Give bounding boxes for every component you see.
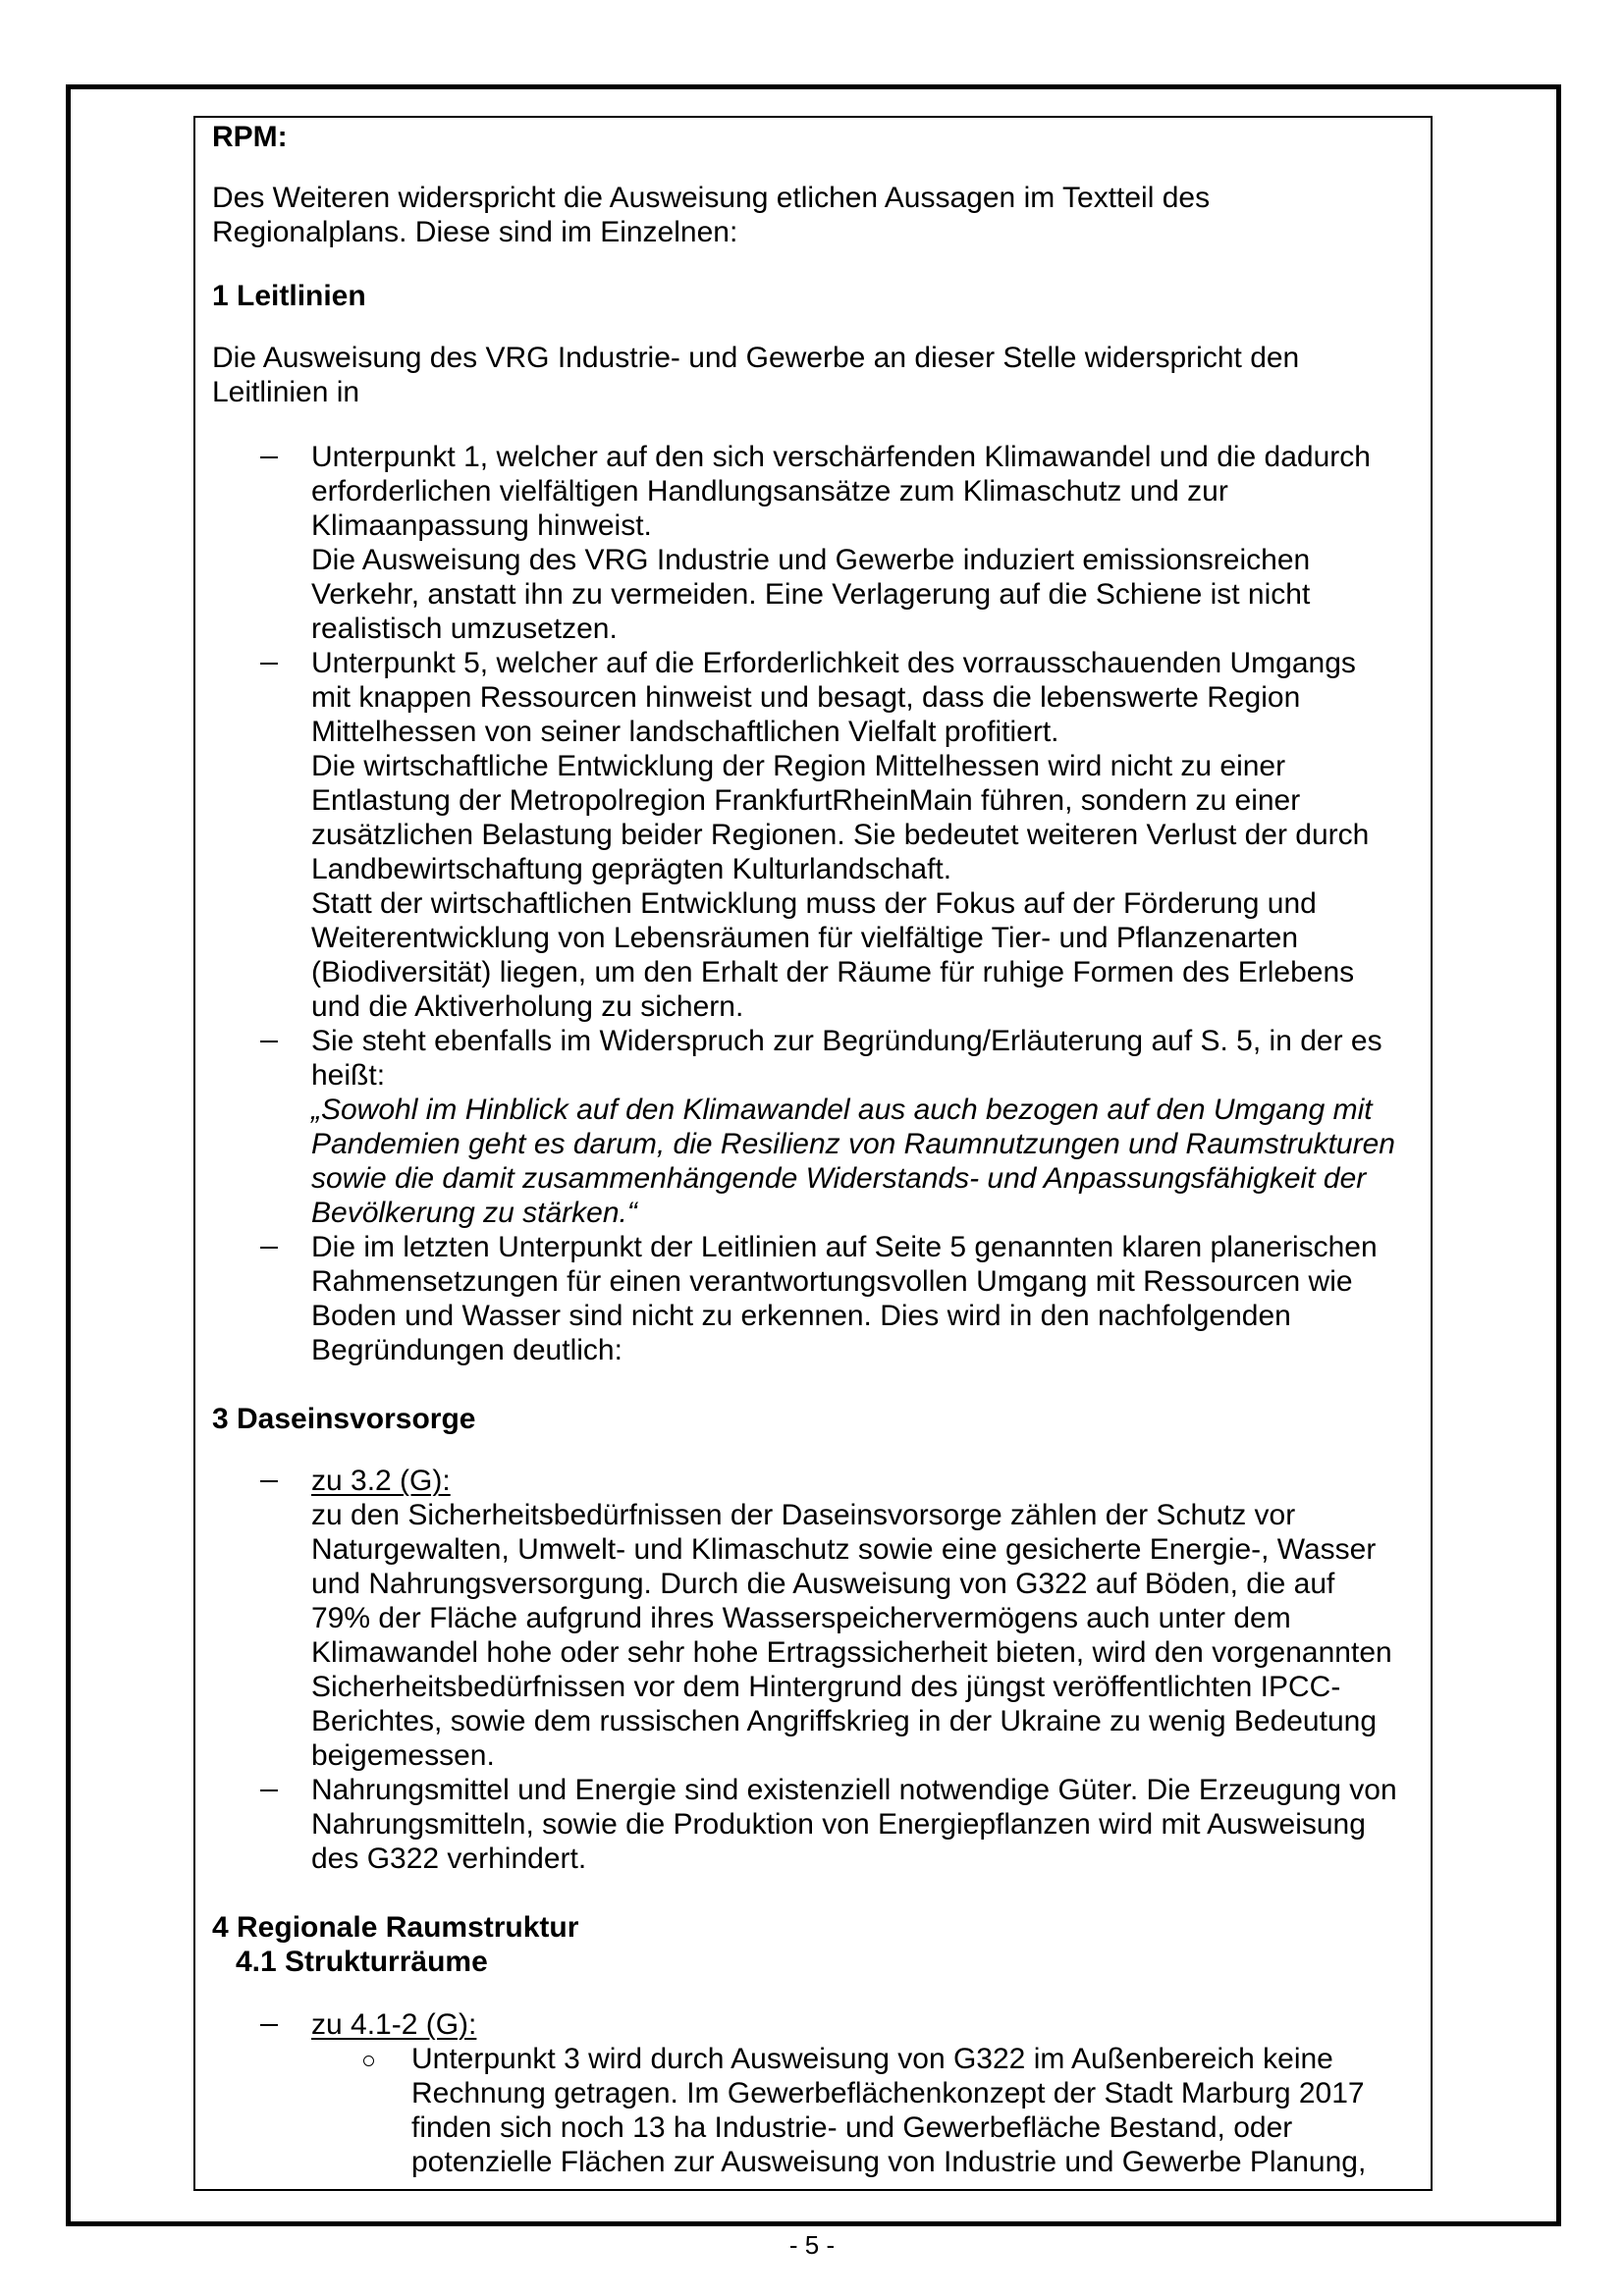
text-line: und Nahrungsversorgung. Durch die Ausweisung von G322 auf Böden, die auf	[311, 1568, 1335, 1600]
text-line: Statt der wirtschaftlichen Entwicklung muss der Fokus auf der Förderung und	[311, 887, 1317, 920]
dash-bullet-icon	[260, 2024, 278, 2026]
text-line: Rechnung getragen. Im Gewerbeflächenkonzept der Stadt Marburg 2017	[411, 2077, 1365, 2109]
text-line: Unterpunkt 1, welcher auf den sich verschärfenden Klimawandel und die dadurch	[311, 441, 1371, 473]
text-line: Landbewirtschaftung geprägten Kulturlandschaft.	[311, 853, 952, 885]
circle-bullet-icon	[363, 2056, 374, 2066]
text-line: beigemessen.	[311, 1739, 495, 1772]
text-line: zu den Sicherheitsbedürfnissen der Daseinsvorsorge zählen der Schutz vor	[311, 1499, 1296, 1531]
text-line: und die Aktiverholung zu sichern.	[311, 990, 744, 1023]
quote-line: Bevölkerung zu stärken.“	[311, 1197, 637, 1229]
text-line: Boden und Wasser sind nicht zu erkennen. Dies wird in den nachfolgenden	[311, 1300, 1291, 1332]
list-item-text	[311, 2007, 476, 2042]
text-line: Unterpunkt 3 wird durch Ausweisung von G322 im Außenbereich keine	[411, 2043, 1333, 2075]
text-line: Klimaanpassung hinweist.	[311, 509, 652, 542]
section-heading-raumstruktur: 4 Regionale Raumstruktur	[212, 1911, 579, 1944]
text-line: erforderlichen vielfältigen Handlungsansätze zum Klimaschutz und zur	[311, 475, 1228, 507]
leitlinien-intro	[212, 341, 1299, 409]
text-line: potenzielle Flächen zur Ausweisung von Industrie und Gewerbe Planung,	[411, 2146, 1367, 2178]
text-line: zusätzlichen Belastung beider Regionen. Sie bedeutet weiteren Verlust der durch	[311, 819, 1370, 851]
text-line: Unterpunkt 5, welcher auf die Erforderlichkeit des vorrausschauenden Umgangs	[311, 647, 1356, 679]
text-line: Mittelhessen von seiner landschaftlichen Vielfalt profitiert.	[311, 716, 1059, 748]
quote-line: sowie die damit zusammenhängende Widerstands- und Anpassungsfähigkeit der	[311, 1162, 1367, 1195]
statement-box	[193, 116, 1433, 2191]
text-line: Begründungen deutlich:	[311, 1334, 623, 1366]
text-line: des G322 verhindert.	[311, 1842, 587, 1875]
text-line: Entlastung der Metropolregion FrankfurtRheinMain führen, sondern zu einer	[311, 784, 1301, 817]
text-line: Naturgewalten, Umwelt- und Klimaschutz sowie eine gesicherte Energie-, Wasser	[311, 1533, 1377, 1566]
intro-paragraph	[212, 181, 1210, 249]
text-line: Die Ausweisung des VRG Industrie- und Gewerbe an dieser Stelle widerspricht den	[212, 342, 1300, 374]
section-heading-daseinsvorsorge: 3 Daseinsvorsorge	[212, 1403, 476, 1435]
sub-list-item-text	[411, 2042, 1366, 2179]
text-line: Leitlinien in	[212, 376, 360, 408]
text-line: Sie steht ebenfalls im Widerspruch zur Begründung/Erläuterung auf S. 5, in der es	[311, 1025, 1382, 1057]
text-line: Rahmensetzungen für einen verantwortungsvollen Umgang mit Ressourcen wie	[311, 1265, 1353, 1298]
list-item-text	[311, 1024, 1395, 1230]
dash-bullet-icon	[260, 1789, 278, 1791]
text-line: Die Ausweisung des VRG Industrie und Gewerbe induziert emissionsreichen	[311, 544, 1311, 576]
dash-bullet-icon	[260, 456, 278, 458]
list-item-text	[311, 1773, 1397, 1876]
dash-bullet-icon	[260, 663, 278, 665]
reference-label: zu 4.1-2 (G):	[311, 2008, 477, 2041]
dash-bullet-icon	[260, 1247, 278, 1249]
quote-line: Pandemien geht es darum, die Resilienz von Raumnutzungen und Raumstrukturen	[311, 1128, 1395, 1160]
text-line: Berichtes, sowie dem russischen Angriffskrieg in der Ukraine zu wenig Bedeutung	[311, 1705, 1378, 1737]
subsection-heading-strukturraeume: 4.1 Strukturräume	[236, 1946, 488, 1978]
text-line: realistisch umzusetzen.	[311, 613, 618, 645]
text-line: Nahrungsmittel und Energie sind existenziell notwendige Güter. Die Erzeugung von	[311, 1774, 1397, 1806]
list-item-text	[311, 646, 1369, 1024]
dash-bullet-icon	[260, 1480, 278, 1482]
reference-label: zu 3.2 (G):	[311, 1465, 451, 1497]
text-line: Die wirtschaftliche Entwicklung der Region Mittelhessen wird nicht zu einer	[311, 750, 1286, 782]
section-heading-leitlinien: 1 Leitlinien	[212, 280, 366, 312]
dash-bullet-icon	[260, 1041, 278, 1042]
text-line: Sicherheitsbedürfnissen vor dem Hintergrund des jüngst veröffentlichten IPCC-	[311, 1671, 1341, 1703]
rpm-label: RPM:	[212, 121, 288, 153]
text-line: heißt:	[311, 1059, 386, 1092]
text-line: Des Weiteren widerspricht die Ausweisung etlichen Aussagen im Textteil des	[212, 182, 1211, 214]
list-item-text	[311, 1464, 1392, 1773]
list-item-text	[311, 1230, 1378, 1367]
text-line: Nahrungsmitteln, sowie die Produktion von Energiepflanzen wird mit Ausweisung	[311, 1808, 1366, 1841]
text-line: Weiterentwicklung von Lebensräumen für vielfältige Tier- und Pflanzenarten	[311, 922, 1298, 954]
text-line: Verkehr, anstatt ihn zu vermeiden. Eine Verlagerung auf die Schiene ist nicht	[311, 578, 1311, 611]
text-line: finden sich noch 13 ha Industrie- und Gewerbefläche Bestand, oder	[411, 2111, 1293, 2144]
text-line: Klimawandel hohe oder sehr hohe Ertragssicherheit bieten, wird den vorgenannten	[311, 1636, 1392, 1669]
text-line: Regionalplans. Diese sind im Einzelnen:	[212, 216, 738, 248]
text-line: (Biodiversität) liegen, um den Erhalt der Räume für ruhige Formen des Erlebens	[311, 956, 1355, 988]
text-line: 79% der Fläche aufgrund ihres Wasserspeichervermögens auch unter dem	[311, 1602, 1291, 1634]
text-line: mit knappen Ressourcen hinweist und besagt, dass die lebenswerte Region	[311, 681, 1301, 714]
page-number: - 5 -	[788, 2230, 836, 2260]
list-item-text	[311, 440, 1371, 646]
quote-line: „Sowohl im Hinblick auf den Klimawandel aus auch bezogen auf den Umgang mit	[311, 1094, 1373, 1126]
text-line: Die im letzten Unterpunkt der Leitlinien auf Seite 5 genannten klaren planerischen	[311, 1231, 1378, 1263]
